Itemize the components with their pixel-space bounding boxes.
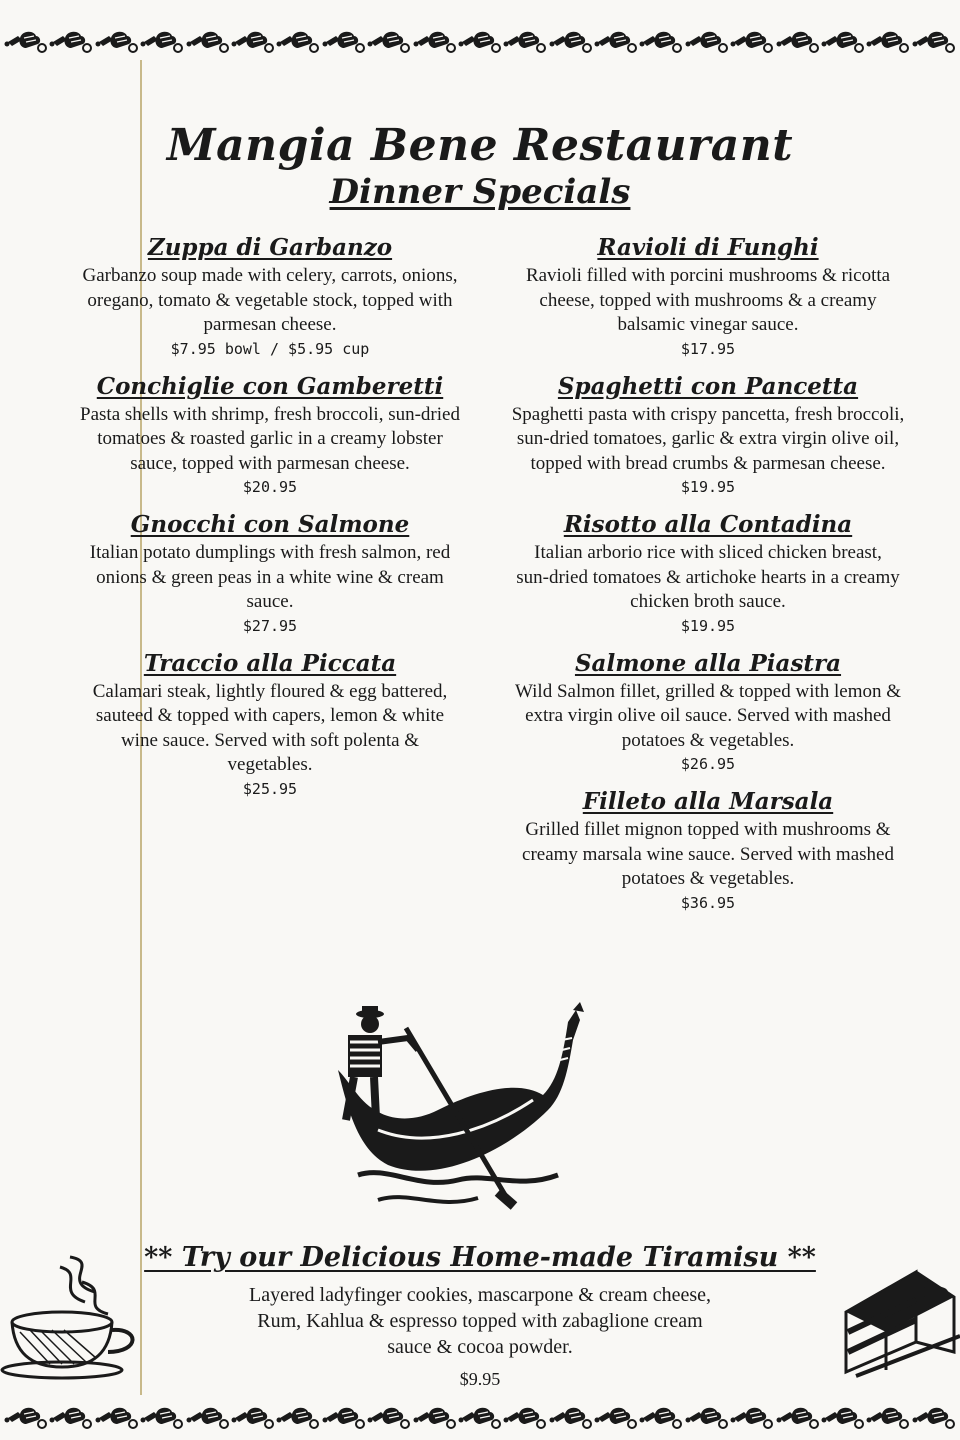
chef-hat-and-rolling-pin-icon [685, 28, 729, 56]
chef-hat-and-rolling-pin-icon [730, 28, 774, 56]
dish-description: Italian arborio rice with sliced chicken breast, sun-dried tomatoes & artichoke hearts in a creamy chicken broth sauce. [516, 542, 900, 612]
chef-hat-and-rolling-pin-icon [912, 28, 956, 56]
chef-hat-and-rolling-pin-icon [821, 28, 865, 56]
chef-hat-and-rolling-pin-icon [413, 1404, 457, 1432]
chef-hat-and-rolling-pin-icon [231, 1404, 275, 1432]
chef-hat-and-rolling-pin-icon [49, 1404, 93, 1432]
dish-description: Pasta shells with shrimp, fresh broccoli, sun-dried tomatoes & roasted garlic in a creamy lobster sauce, topped with parmesan cheese. [80, 403, 460, 474]
dessert-section [120, 1238, 840, 1392]
chef-hat-and-rolling-pin-icon [549, 28, 593, 56]
dish-description: Wild Salmon fillet, grilled & topped with lemon & extra virgin olive oil sauce. Served with mashed potatoes & vegetables. [514, 680, 902, 751]
chef-hat-and-rolling-pin-icon [367, 1404, 411, 1432]
chef-hat-and-rolling-pin-icon [49, 28, 93, 56]
menu-item [60, 648, 480, 800]
chef-hat-and-rolling-pin-icon [276, 1404, 320, 1432]
menu-subtitle: Dinner Specials [329, 172, 631, 212]
dessert-description: Layered ladyfinger cookies, mascarpone & cream cheese, Rum, Kahlua & espresso topped with zabaglione cream sauce & cocoa powder. [249, 1284, 711, 1358]
menu-item [508, 648, 908, 776]
dish-price: $27.95 [242, 616, 298, 635]
dish-description: Ravioli filled with porcini mushrooms & ricotta cheese, topped with mushrooms & a creamy balsamic vinegar sauce. [525, 265, 891, 335]
dish-name: Gnocchi con Salmone [130, 511, 410, 538]
chef-hat-and-rolling-pin-icon [4, 1404, 48, 1432]
chef-hat-and-rolling-pin-icon [866, 28, 910, 56]
chef-hat-and-rolling-pin-icon [549, 1404, 593, 1432]
cake-slice-icon [836, 1252, 960, 1382]
chef-hat-and-rolling-pin-icon [730, 1404, 774, 1432]
dish-description: Garbanzo soup made with celery, carrots, onions, oregano, tomato & vegetable stock, topped with parmesan cheese. [82, 265, 458, 335]
chef-hat-and-rolling-pin-icon [186, 1404, 230, 1432]
dessert-price: $9.95 [459, 1369, 501, 1389]
chef-hat-and-rolling-pin-icon [776, 1404, 820, 1432]
menu-item [508, 371, 908, 499]
chef-hat-and-rolling-pin-icon [594, 28, 638, 56]
restaurant-title: Mangia Bene Restaurant [166, 120, 794, 171]
right-column [508, 232, 908, 925]
chef-hat-and-rolling-pin-icon [4, 28, 48, 56]
chef-hat-and-rolling-pin-icon [458, 28, 502, 56]
dish-description: Calamari steak, lightly floured & egg battered, sauteed & topped with capers, lemon & white wine sauce. Served with soft polenta & vegetables. [92, 680, 448, 775]
chef-hat-and-rolling-pin-icon [413, 28, 457, 56]
chef-hat-and-rolling-pin-icon [186, 28, 230, 56]
menu-item [60, 232, 480, 360]
dish-name: Conchiglie con Gamberetti [96, 372, 444, 400]
menu-item [508, 786, 908, 914]
menu-item [508, 232, 908, 360]
chef-hat-and-rolling-pin-icon [231, 28, 275, 56]
chef-hat-and-rolling-pin-icon [458, 1404, 502, 1432]
gondola-icon [318, 1000, 588, 1225]
chef-hat-and-rolling-pin-icon [95, 28, 139, 56]
dish-name: Spaghetti con Pancetta [557, 372, 859, 400]
dish-name: Ravioli di Funghi [597, 234, 819, 261]
dish-name: Traccio alla Piccata [143, 649, 397, 677]
chef-hat-and-rolling-pin-icon [639, 28, 683, 56]
menu-item [508, 509, 908, 637]
dish-price: $36.95 [680, 893, 736, 912]
chef-hat-and-rolling-pin-icon [322, 28, 366, 56]
chef-hat-and-rolling-pin-icon [276, 28, 320, 56]
left-column [60, 232, 480, 811]
chef-hat-and-rolling-pin-icon [322, 1404, 366, 1432]
dish-price: $25.95 [242, 779, 298, 798]
chef-hat-and-rolling-pin-icon [594, 1404, 638, 1432]
dish-price: $19.95 [680, 616, 736, 635]
top-border [0, 24, 960, 60]
dish-name: Zuppa di Garbanzo [147, 234, 393, 261]
dish-price: $7.95 bowl / $5.95 cup [170, 339, 370, 358]
chef-hat-and-rolling-pin-icon [821, 1404, 865, 1432]
dish-name: Filleto alla Marsala [582, 788, 834, 815]
chef-hat-and-rolling-pin-icon [503, 1404, 547, 1432]
dish-price: $17.95 [680, 339, 736, 358]
chef-hat-and-rolling-pin-icon [503, 28, 547, 56]
dish-name: Salmone alla Piastra [574, 649, 842, 677]
bottom-border [0, 1400, 960, 1436]
chef-hat-and-rolling-pin-icon [140, 1404, 184, 1432]
dessert-title: ** Try our Delicious Home-made Tiramisu ** [144, 1242, 816, 1273]
dish-description: Italian potato dumplings with fresh salmon, red onions & green peas in a white wine & cream sauce. [89, 542, 451, 612]
menu-item [60, 509, 480, 637]
dish-price: $26.95 [680, 755, 736, 773]
chef-hat-and-rolling-pin-icon [866, 1404, 910, 1432]
dish-price: $19.95 [680, 478, 736, 496]
chef-hat-and-rolling-pin-icon [367, 28, 411, 56]
chef-hat-and-rolling-pin-icon [95, 1404, 139, 1432]
dish-description: Spaghetti pasta with crispy pancetta, fresh broccoli, sun-dried tomatoes, garlic & extra virgin olive oil, topped with bread crumbs & parmesan cheese. [511, 403, 905, 474]
dish-price: $20.95 [242, 478, 298, 496]
dish-description: Grilled fillet mignon topped with mushrooms & creamy marsala wine sauce. Served with mashed potatoes & vegetables. [522, 819, 894, 889]
chef-hat-and-rolling-pin-icon [912, 1404, 956, 1432]
chef-hat-and-rolling-pin-icon [776, 28, 820, 56]
chef-hat-and-rolling-pin-icon [639, 1404, 683, 1432]
dish-name: Risotto alla Contadina [563, 511, 853, 538]
menu-item [60, 371, 480, 499]
chef-hat-and-rolling-pin-icon [140, 28, 184, 56]
chef-hat-and-rolling-pin-icon [685, 1404, 729, 1432]
